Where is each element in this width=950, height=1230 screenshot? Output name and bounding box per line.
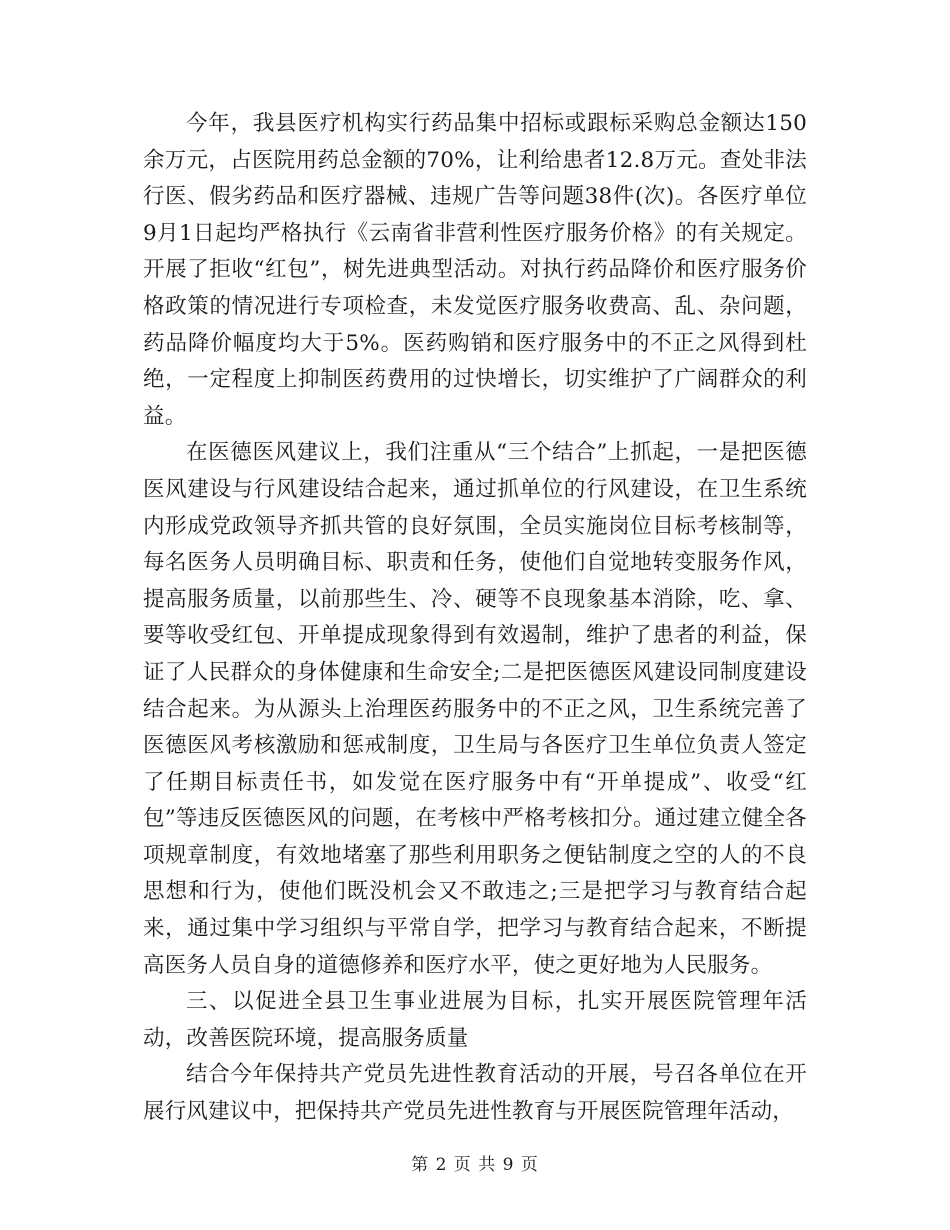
paragraph-medical-ethics: 在医德医风建议上，我们注重从“三个结合”上抓起，一是把医德医风建设与行风建设结合起来，通过抓单位的行风建设，在卫生系统内形成党政领导齐抓共管的良好氛围，全员实施岗位目标考核制等，每名医务人员明确目标、职责和任务，使他们自觉地转变服务作风，提高服务质量，以前那些生、冷、硬等不良现象基本消除，吃、拿、要等收受红包、开单提成现象得到有效遏制，维护了患者的利益，保证了人民群众的身体健康和生命安全;二是把医德医风建设同制度建设结合起来。为从源头上治理医药服务中的不正之风，卫生系统完善了医德医风考核激励和惩戒制度，卫生局与各医疗卫生单位负责人签定了任期目标责任书，如发觉在医疗服务中有“开单提成”、收受“红包”等违反医德医风的问题，在考核中严格考核扣分。通过建立健全各项规章制度，有效地堵塞了那些利用职务之便钻制度之空的人的不良思想和行为，使他们既没机会又不敢违之;三是把学习与教育结合起来，通过集中学习组织与平常自学，把学习与教育结合起来，不断提高医务人员自身的道德修养和医疗水平，使之更好地为人民服务。	[143, 440, 807, 978]
paragraph-drug-procurement: 今年，我县医疗机构实行药品集中招标或跟标采购总金额达150余万元，占医院用药总金额的70%，让利给患者12.8万元。查处非法行医、假劣药品和医疗器械、违规广告等问题38件(次)。各医疗单位9月1日起均严格执行《云南省非营利性医疗服务价格》的有关规定。开展了拒收“红包”，树先进典型活动。对执行药品降价和医疗服务价格政策的情况进行专项检查，未发觉医疗服务收费高、乱、杂问题，药品降价幅度均大于5%。医药购销和医疗服务中的不正之风得到杜绝，一定程度上抑制医药费用的过快增长，切实维护了广阔群众的利益。	[143, 111, 807, 429]
page-footer: 第 2 页 共 9 页	[411, 1155, 539, 1175]
section-heading-three: 三、以促进全县卫生事业进展为目标，扎实开展医院管理年活动，改善医院环境，提高服务质量	[143, 989, 807, 1051]
paragraph-party-education: 结合今年保持共产党员先进性教育活动的开展，号召各单位在开展行风建议中，把保持共产党员先进性教育与开展医院管理年活动，	[143, 1062, 807, 1125]
document-page	[143, 106, 807, 1131]
